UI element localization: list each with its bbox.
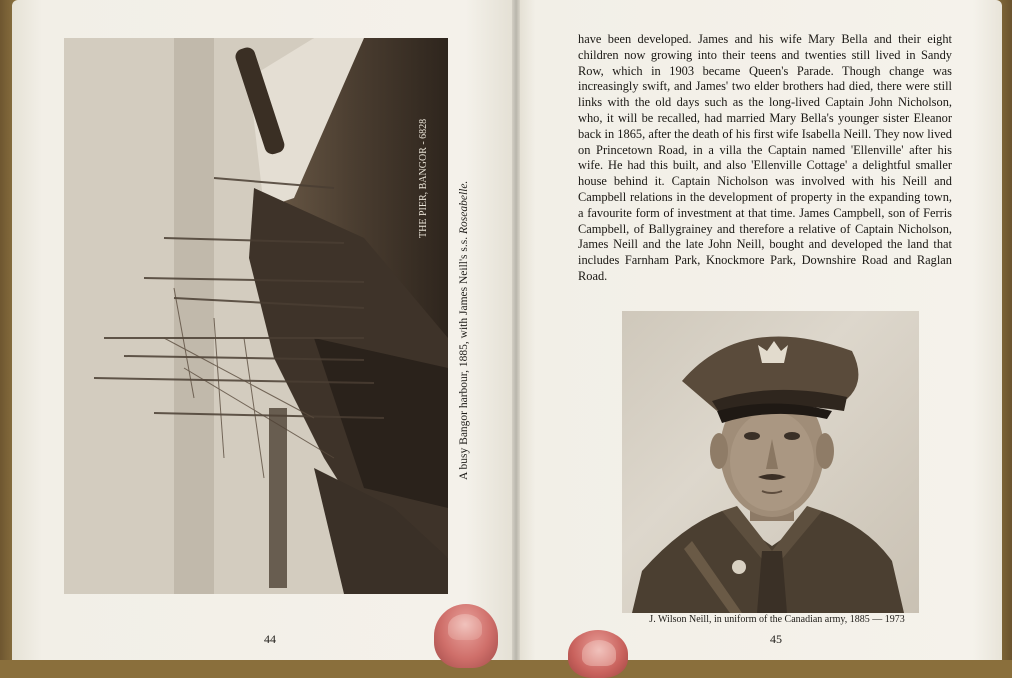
page-number-left: 44 (264, 632, 276, 646)
harbour-caption (458, 180, 478, 480)
body-paragraph: have been developed. James and his wife Mary Bella and their eight children now growing into their teens and twenties still lived in Sandy Row, which in 1903 became Queen's Parade. Though change was increasingly swift, and James' two elder brothers had died, there were still links with the old days such as the long-lived Captain John Nicholson, who, it will be recalled, had married Mary Bella's younger sister Eleanor back in 1865, after the death of his first wife Isabella Neill. They now lived on Princetown Road, in a villa the Captain named 'Ellenville' after his wife. He had this built, and also 'Ellenville Cottage' a delightful smaller house behind it. Captain Nicholson was involved with his Neill and Campbell relations in the development of property in the expanding town, a favourite form of investment at that time. James Campbell, son of Ferris Campbell, of Ballygrainey and therefore a relative of Captain Nicholson, James Neill and the late John Neill, bought and developed the land that includes Farnham Park, Knockmore Park, Downshire Road and Raglan Road. (578, 32, 952, 283)
harbour-caption-ship: Roseabelle. (458, 180, 470, 235)
harbour-photograph (64, 38, 448, 594)
soldier-portrait (622, 311, 919, 613)
harbour-photo-drawing (64, 38, 448, 594)
soldier-portrait-drawing (622, 311, 919, 613)
portrait-caption: J. Wilson Neill, in uniform of the Canadian army, 1885 — 1973 (649, 614, 905, 625)
right-thumb (568, 630, 628, 678)
harbour-caption-container (452, 180, 482, 480)
collar-badge (732, 560, 746, 574)
book-gutter (512, 0, 520, 660)
page-number-right: 45 (770, 632, 782, 646)
left-thumb (434, 604, 498, 668)
harbour-caption-text: A busy Bangor harbour, 1885, with James Neill's s.s. (458, 234, 470, 480)
photo-pier-label: THE PIER, BANGOR - 6828 (418, 118, 429, 238)
